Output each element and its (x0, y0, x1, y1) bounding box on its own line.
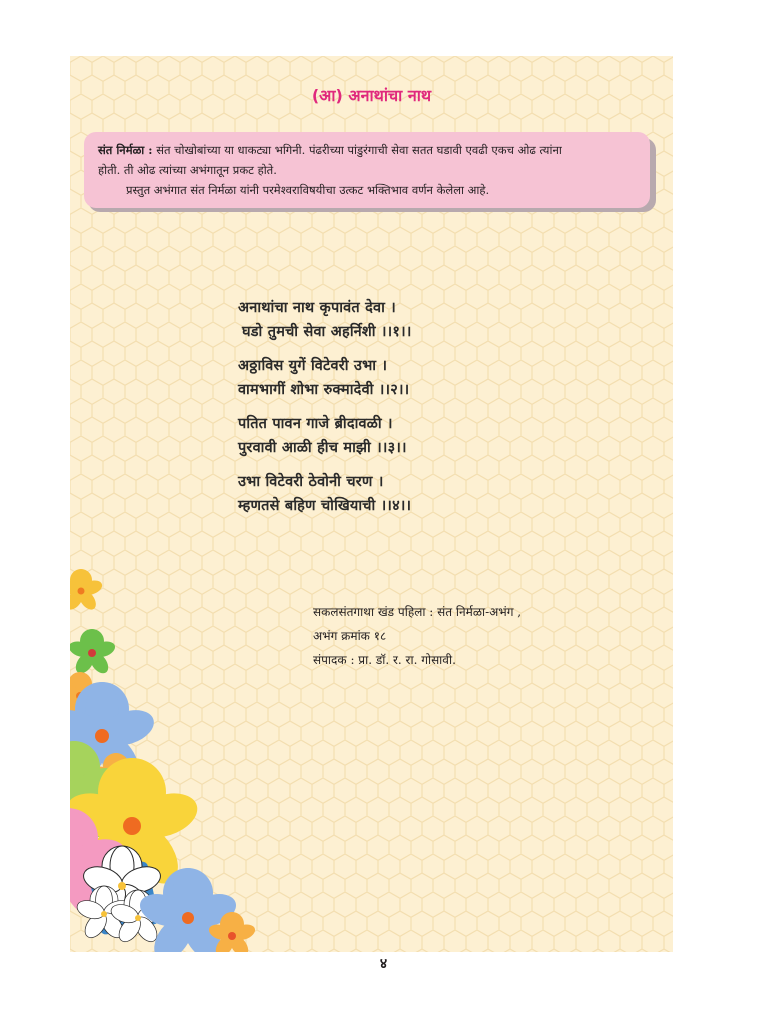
intro-line-2: होती. ती ओढ त्यांच्या अभंगातून प्रकट होते. (98, 163, 277, 177)
poem-stanza-3 (238, 412, 412, 460)
poem-line: वामभागीं शोभा रुक्मादेवी ।।२।। (238, 382, 410, 398)
source-line-1: सकलसंतगाथा खंड पहिला : संत निर्मळा-अभंग , (313, 605, 522, 619)
poem-line: अनाथांचा नाथ कृपावंत देवा । (238, 300, 396, 316)
source-line-2: अभंग क्रमांक १८ (313, 629, 387, 643)
textbook-page (70, 56, 673, 952)
intro-box (84, 132, 650, 208)
poem-line: पतित पावन गाजे ब्रीदावळी । (238, 416, 393, 432)
source-line-3: संपादक : प्रा. डॉ. र. रा. गोसावी. (313, 653, 456, 667)
poem-line: अठ्ठाविस युगें विटेवरी उभा । (238, 358, 388, 374)
intro-label: संत निर्मळा : (98, 143, 153, 157)
source-citation (313, 600, 521, 672)
poem-line: म्हणतसे बहिण चोखियाची ।।४।। (238, 498, 412, 514)
poem-stanza-2 (238, 354, 412, 402)
intro-line-1 (98, 140, 636, 160)
poem-stanza-1 (238, 296, 412, 344)
page-number: ४ (379, 956, 388, 972)
poem-line: उभा विटेवरी ठेवोनी चरण । (238, 474, 384, 490)
section-title: (आ) अनाथांचा नाथ (311, 86, 432, 105)
poem-stanza-4 (238, 470, 412, 518)
poem (238, 296, 412, 528)
intro-text-1: संत चोखोबांच्या या धाकट्या भगिनी. पंढरीच्या पांडुरंगाची सेवा सतत घडावी एवढी एकच ओढ त्यांना (152, 143, 562, 157)
intro-line-3: प्रस्तुत अभंगात संत निर्मळा यांनी परमेश्वराविषयीचा उत्कट भक्तिभाव वर्णन केलेला आहे. (126, 183, 490, 197)
poem-line: पुरवावी आळी हीच माझी ।।३।। (238, 440, 407, 456)
poem-line: घडो तुमची सेवा अहर्निशी ।।१।। (242, 324, 412, 340)
